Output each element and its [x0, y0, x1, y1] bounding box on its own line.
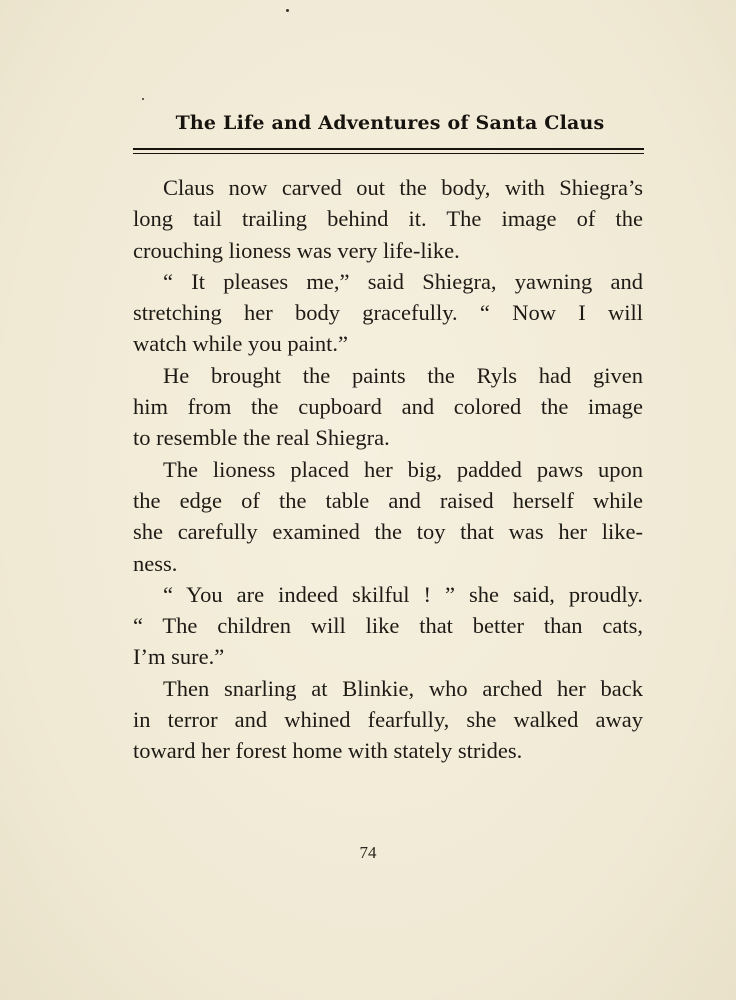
text-line: “ It pleases me,” said Shiegra, yawning and — [163, 268, 643, 294]
text-line: long tail trailing behind it. The image of the — [133, 206, 643, 232]
text-line: she carefully examined the toy that was her like- — [133, 519, 643, 545]
text-line: watch while you paint.” — [133, 331, 348, 357]
running-head-title: The Life and Adventures of Santa Claus — [175, 112, 605, 134]
text-line: toward her forest home with stately strides. — [133, 738, 523, 764]
text-line: “ You are indeed skilful ! ” she said, proudly. — [163, 581, 643, 607]
text-line: Then snarling at Blinkie, who arched her back — [163, 675, 643, 701]
print-speck — [142, 98, 144, 100]
text-line: I’m sure.” — [133, 644, 225, 670]
text-line: The lioness placed her big, padded paws upon — [163, 456, 643, 482]
text-line: He brought the paints the Ryls had given — [163, 362, 643, 388]
text-line: stretching her body gracefully. “ Now I will — [133, 300, 643, 326]
text-line: ness. — [133, 550, 178, 576]
print-speck — [286, 9, 289, 12]
text-line: Claus now carved out the body, with Shiegra’s — [163, 175, 643, 200]
text-line: the edge of the table and raised herself while — [133, 487, 643, 513]
body-text — [133, 172, 643, 767]
header-rule-thick — [133, 148, 644, 150]
text-line: crouching lioness was very life-like. — [133, 237, 460, 263]
text-line: to resemble the real Shiegra. — [133, 425, 390, 451]
page-number: 74 — [359, 843, 377, 862]
text-line: in terror and whined fearfully, she walked away — [133, 707, 643, 733]
header-rule-thin — [133, 153, 644, 154]
text-line: “ The children will like that better than cats, — [133, 613, 643, 639]
text-line: him from the cupboard and colored the image — [133, 394, 643, 420]
